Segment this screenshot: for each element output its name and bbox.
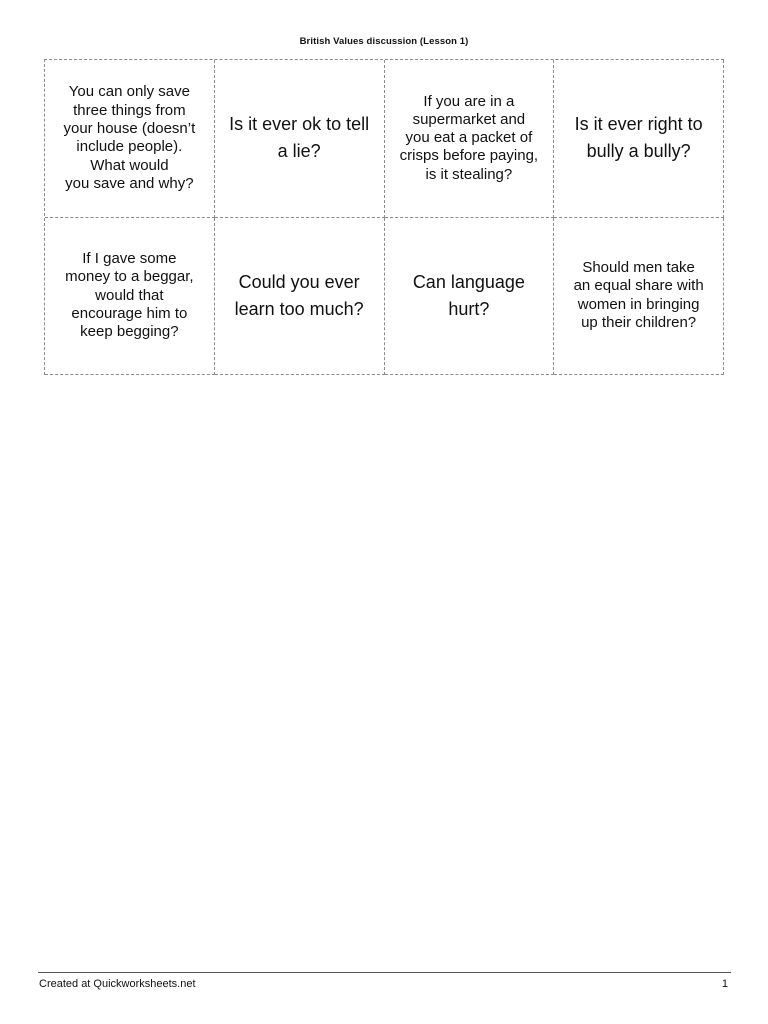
card-question: You can only save three things from your house (doesn’t include people). What would you save and why? [63,83,196,192]
discussion-card [554,218,724,376]
card-question: Is it ever right to bully a bully? [574,114,703,162]
card-question: Is it ever ok to tell a lie? [229,114,370,162]
card-question: If I gave some money to a beggar, would that encourage him to keep begging? [65,250,194,341]
discussion-card [45,60,215,218]
card-question: Could you ever learn too much? [234,271,364,319]
discussion-card [385,60,555,218]
page-number: 1 [721,978,728,990]
footer-credit: Created at Quickworksheets.net [39,978,196,990]
card-question: If you are in a supermarket and you eat a packet of crisps before paying, is it stealing? [399,92,539,183]
discussion-card [554,60,724,218]
card-question: Should men take an equal share with women in bringing up their children? [573,259,704,332]
page-title: British Values discussion (Lesson 1) [299,36,469,47]
discussion-card [215,218,385,376]
discussion-card [385,218,555,376]
discussion-card [45,218,215,376]
discussion-card-grid [44,59,724,375]
discussion-card [215,60,385,218]
footer-divider [38,972,731,973]
card-question: Can language hurt? [412,271,525,319]
